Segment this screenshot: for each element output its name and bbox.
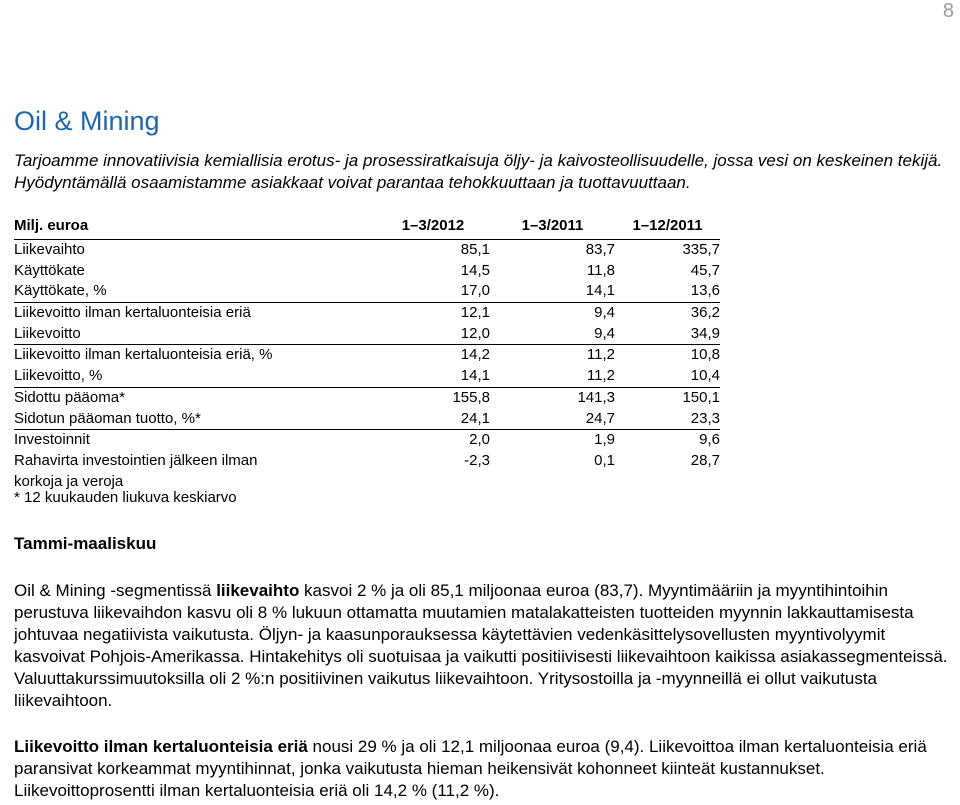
row-value: -2,3 — [464, 451, 490, 469]
row-label: Sidottu pääoma* — [14, 388, 125, 406]
row-value: 83,7 — [585, 241, 615, 258]
row-label: Liikevoitto ilman kertaluonteisia eriä, % — [14, 346, 273, 364]
row-label: Rahavirta investointien jälkeen ilman — [14, 451, 258, 469]
row-value: 0,1 — [594, 451, 615, 469]
paragraph-emphasis: Liikevoitto ilman kertaluonteisia eriä — [14, 737, 308, 756]
row-value: 34,9 — [615, 324, 720, 345]
row-value: 13,6 — [615, 281, 720, 302]
paragraph-revenue — [14, 580, 960, 712]
row-value: 11,2 — [586, 346, 615, 364]
row-value: 10,8 — [690, 346, 720, 364]
page-number: 8 — [942, 0, 954, 22]
row-value: 14,2 — [460, 346, 490, 364]
row-value: 141,3 — [577, 388, 615, 406]
row-value: 85,1 — [460, 241, 490, 258]
table-header-q1-2011: 1–3/2011 — [490, 216, 615, 240]
page-title: Oil & Mining — [14, 106, 160, 136]
row-value: 11,2 — [490, 366, 615, 387]
table-row — [14, 345, 720, 366]
paragraph-operating-profit — [14, 736, 960, 802]
table-header-fy-2011: 1–12/2011 — [615, 216, 720, 240]
row-label: Käyttökate, % — [14, 281, 376, 302]
row-label: Liikevaihto — [14, 241, 85, 258]
row-value: 14,1 — [490, 281, 615, 302]
row-label: Käyttökate — [14, 261, 85, 279]
row-value: 12,1 — [460, 304, 490, 322]
row-value: 28,7 — [690, 451, 720, 469]
row-value: 155,8 — [452, 388, 490, 406]
row-value: 9,4 — [490, 324, 615, 345]
table-row — [14, 451, 720, 472]
row-value: 335,7 — [682, 241, 720, 258]
footnote: * 12 kuukauden liukuva keskiarvo — [14, 489, 237, 506]
table-row — [14, 261, 720, 282]
section-heading: Tammi-maaliskuu — [14, 534, 157, 553]
row-value: 12,0 — [376, 324, 490, 345]
table-row — [14, 366, 720, 387]
row-label: Investoinnit — [14, 431, 90, 449]
table-row — [14, 387, 720, 408]
paragraph-text: Oil & Mining -segmentissä — [14, 581, 217, 600]
row-value: 150,1 — [682, 388, 720, 406]
table-row — [14, 281, 720, 302]
row-value: 10,4 — [615, 366, 720, 387]
row-value: 1,9 — [594, 431, 615, 449]
table-header-row — [14, 216, 720, 240]
paragraph-text: kasvoi 2 % ja oli 85,1 miljoonaa euroa (83,7). Myyntimääriin ja myyntihintoihin perustuva liikevaihdon kasvu oli 8 % lukuun ottamatta muutamien matalakatteisten tuotteiden myynnin lakkauttamisesta johtuvaa negatiivista vaikutusta. Öljyn- ja kaasunporauksessa käytettävien vedenkäsittelysovellusten myyntivolyymit kasvoivat Pohjois-Amerikassa. Hintakehitys oli suotuisaa ja vaikutti positiivisesti liikevaihtoon kaikissa asiakassegmenteissä. Valuuttakurssimuutoksilla oli 2 %:n positiivinen vaikutus liikevaihtoon. Yritysostoilla ja -myynneillä ei ollut vaikutusta liikevaihtoon. — [14, 581, 948, 710]
paragraph-emphasis: liikevaihto — [216, 581, 300, 600]
row-value: 14,5 — [460, 261, 490, 279]
row-label: Liikevoitto ilman kertaluonteisia eriä — [14, 304, 251, 322]
row-value: 45,7 — [690, 261, 720, 279]
table-row — [14, 430, 720, 451]
row-value: 23,3 — [615, 409, 720, 430]
row-value: 9,6 — [699, 431, 720, 449]
row-label: Liikevoitto — [14, 324, 376, 345]
row-label: Sidotun pääoman tuotto, %* — [14, 409, 376, 430]
row-label: Liikevoitto, % — [14, 366, 376, 387]
row-value: 2,0 — [469, 431, 490, 449]
financial-table — [14, 216, 720, 492]
table-row — [14, 409, 720, 430]
row-value: 36,2 — [690, 304, 720, 322]
table-header-unit: Milj. euroa — [14, 216, 376, 240]
row-value: 24,7 — [490, 409, 615, 430]
table-row — [14, 240, 720, 261]
row-value: 24,1 — [376, 409, 490, 430]
row-label-continued: korkoja ja veroja — [14, 472, 124, 490]
table-row — [14, 303, 720, 324]
row-value: 11,8 — [586, 261, 615, 279]
row-value: 9,4 — [594, 304, 615, 322]
intro-text: Tarjoamme innovatiivisia kemiallisia erotus- ja prosessiratkaisuja öljy- ja kaivosteollisuudelle, jossa vesi on keskeinen tekijä. Hyödyntämällä osaamistamme asiakkaat voivat parantaa tehokkuuttaan ja tuottavuuttaan. — [14, 151, 943, 192]
row-value: 14,1 — [376, 366, 490, 387]
table-header-q1-2012: 1–3/2012 — [376, 216, 490, 240]
table-row — [14, 324, 720, 345]
paragraph-text: nousi 29 % ja oli 12,1 miljoonaa euroa (9,4). Liikevoittoa ilman kertaluonteisia eriä paransivat korkeammat myyntihinnat, jonka vaikutusta hieman heikensivät kohonneet kiinteät kustannukset. Liikevoittoprosentti ilman kertaluonteisia eriä oli 14,2 % (11,2 %). — [14, 737, 927, 800]
row-value: 17,0 — [376, 281, 490, 302]
